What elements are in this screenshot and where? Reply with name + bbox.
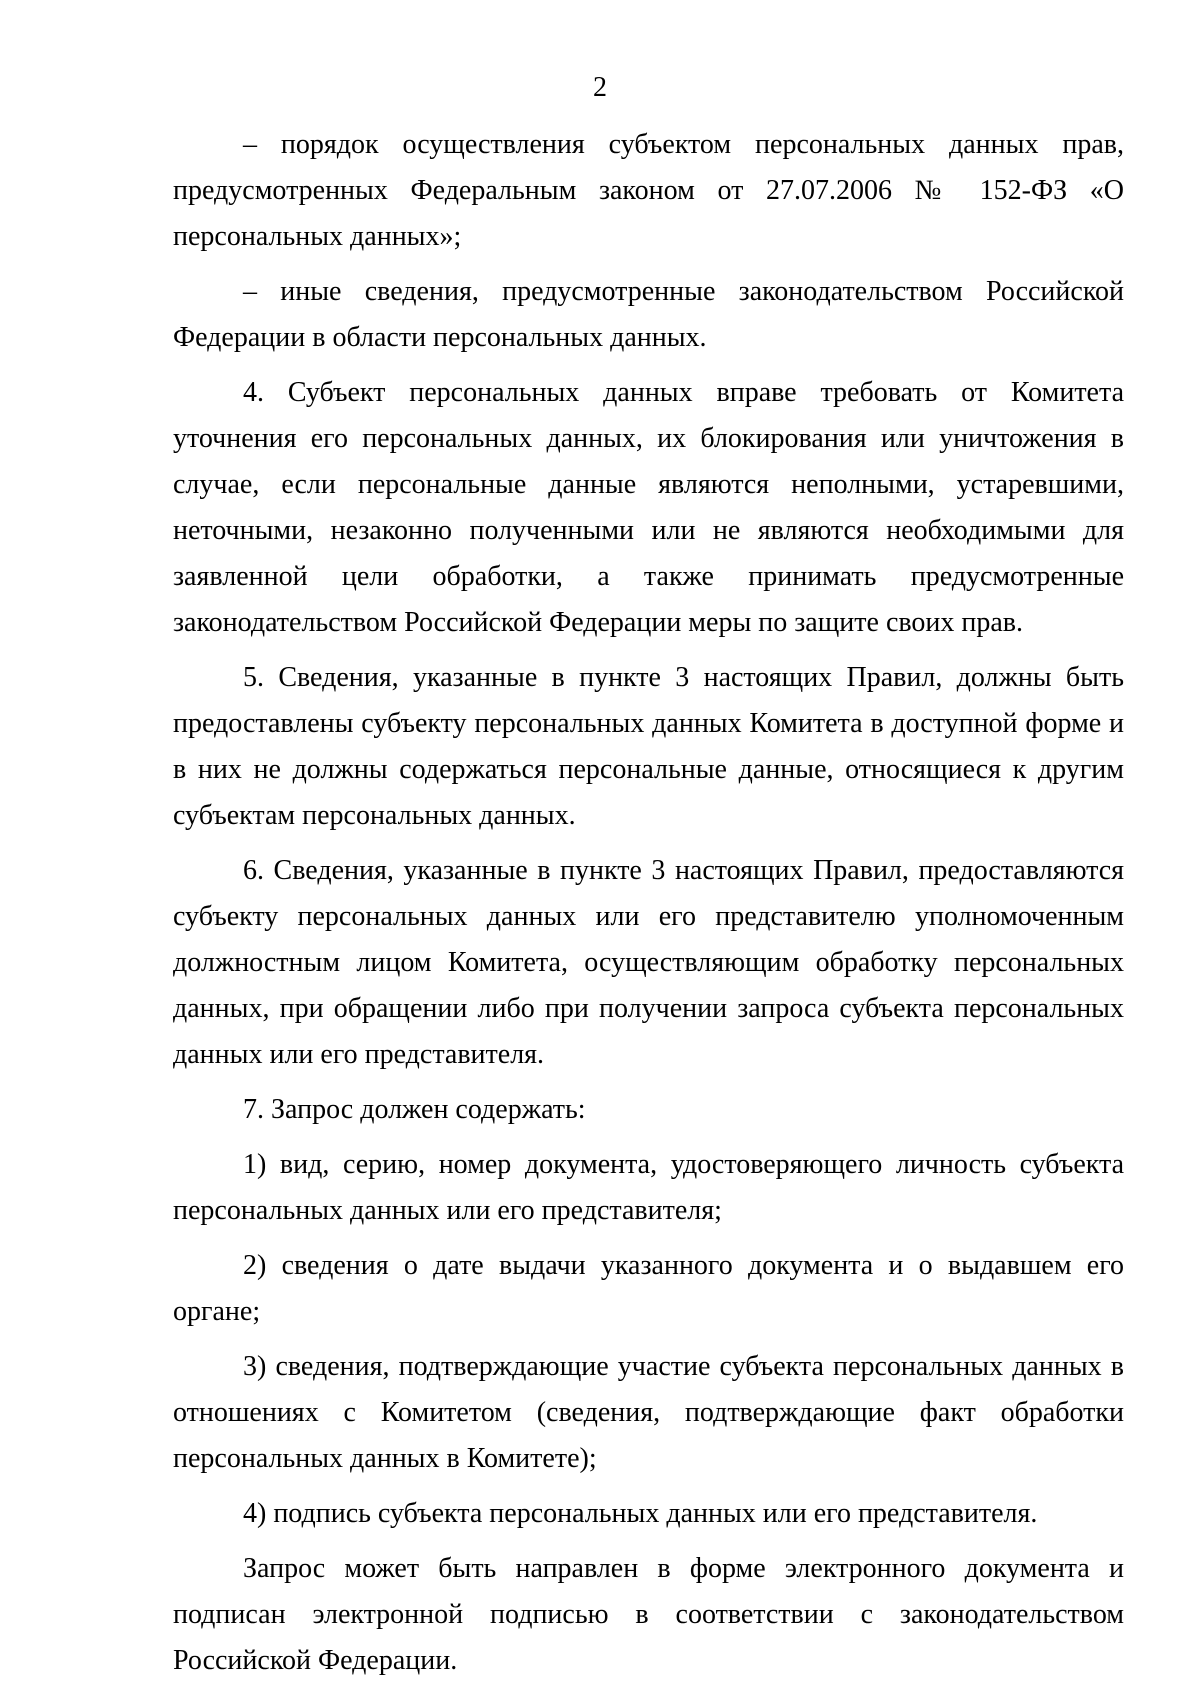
paragraph-subitem-1: 1) вид, серию, номер документа, удостоверяющего личность субъекта персональных данных или его представителя;	[173, 1149, 1124, 1226]
paragraph-item-4: 4. Субъект персональных данных вправе требовать от Комитета уточнения его персональных данных, их блокирования или уничтожения в случае, если персональные данные являются неполными, устаревшими, неточными, незаконно полученными или не являются необходимыми для заявленной цели обработки, а также принимать предусмотренные законодательством Российской Федерации меры по защите своих прав.	[173, 377, 1124, 638]
paragraph-rights-procedure: – порядок осуществления субъектом персональных данных прав, предусмотренных Федеральным законом от 27.07.2006 № 152-ФЗ «О персональных данных»;	[173, 129, 1124, 252]
page-number: 2	[593, 72, 607, 103]
paragraph-subitem-2: 2) сведения о дате выдачи указанного документа и о выдавшем его органе;	[173, 1250, 1124, 1327]
paragraph-other-info: – иные сведения, предусмотренные законодательством Российской Федерации в области персональных данных.	[173, 276, 1124, 353]
paragraph-item-6: 6. Сведения, указанные в пункте 3 настоящих Правил, предоставляются субъекту персональных данных или его представителю уполномоченным должностным лицом Комитета, осуществляющим обработку персональных данных, при обращении либо при получении запроса субъекта персональных данных или его представителя.	[173, 855, 1124, 1070]
paragraph-item-7: 7. Запрос должен содержать:	[243, 1094, 586, 1125]
paragraph-subitem-3: 3) сведения, подтверждающие участие субъекта персональных данных в отношениях с Комитетом (сведения, подтверждающие факт обработки персональных данных в Комитете);	[173, 1351, 1124, 1474]
paragraph-item-5: 5. Сведения, указанные в пункте 3 настоящих Правил, должны быть предоставлены субъекту персональных данных Комитета в доступной форме и в них не должны содержаться персональные данные, относящиеся к другим субъектам персональных данных.	[173, 662, 1124, 831]
paragraph-subitem-4: 4) подпись субъекта персональных данных или его представителя.	[243, 1498, 1038, 1529]
paragraph-electronic-request: Запрос может быть направлен в форме электронного документа и подписан электронной подписью в соответствии с законодательством Российской Федерации.	[173, 1553, 1124, 1676]
document-body	[173, 122, 1124, 1693]
